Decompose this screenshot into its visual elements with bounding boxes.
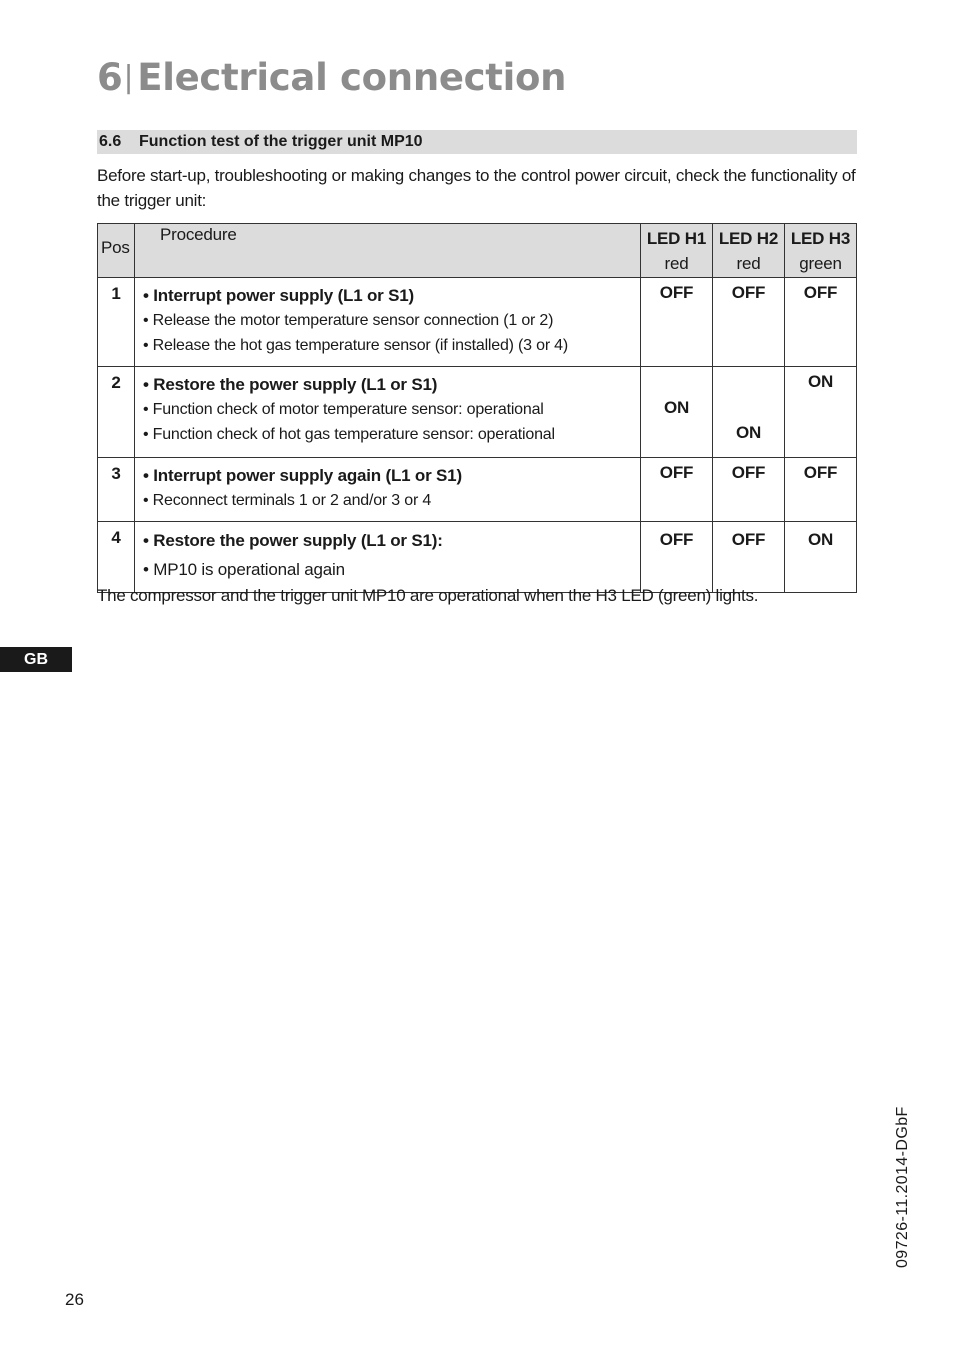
row-led-h2 bbox=[713, 522, 785, 593]
step-sub: • Function check of hot gas temperature sensor: operational bbox=[143, 426, 555, 443]
row-led-h1 bbox=[641, 278, 713, 367]
intro-paragraph: Before start-up, troubleshooting or making changes to the control power circuit, check the functionality of the trigger unit: bbox=[97, 166, 856, 210]
table-row bbox=[98, 458, 857, 522]
page-number: 26 bbox=[65, 1290, 84, 1309]
row-led-h1 bbox=[641, 367, 713, 458]
led-h1-state: ON bbox=[663, 398, 690, 417]
step-main: • Restore the power supply (L1 or S1): bbox=[143, 531, 443, 550]
header-led-h1-color: red bbox=[664, 254, 689, 273]
section-number: 6.6 bbox=[99, 133, 122, 150]
step-main: • Interrupt power supply (L1 or S1) bbox=[143, 286, 414, 305]
led-h1-state: OFF bbox=[659, 283, 694, 302]
table-row bbox=[98, 522, 857, 593]
table-header-row bbox=[98, 224, 857, 278]
row-led-h2 bbox=[713, 278, 785, 367]
row-procedure bbox=[135, 367, 641, 458]
led-h2-state: OFF bbox=[731, 283, 766, 302]
table-row bbox=[98, 367, 857, 458]
header-pos: Pos bbox=[98, 224, 135, 278]
led-h3-state: ON bbox=[807, 372, 834, 391]
language-tab: GB bbox=[0, 647, 72, 672]
led-h3-state: OFF bbox=[803, 463, 838, 482]
header-led-h3 bbox=[785, 224, 857, 278]
header-led-h2-label: LED H2 bbox=[718, 229, 779, 248]
row-led-h2 bbox=[713, 458, 785, 522]
led-h2-state: OFF bbox=[731, 463, 766, 482]
row-led-h1 bbox=[641, 458, 713, 522]
row-pos: 2 bbox=[98, 367, 135, 458]
header-led-h2 bbox=[713, 224, 785, 278]
row-procedure bbox=[135, 278, 641, 367]
row-led-h1 bbox=[641, 522, 713, 593]
led-h1-state: OFF bbox=[659, 530, 694, 549]
led-h2-state: ON bbox=[735, 423, 762, 442]
step-sub: • Release the motor temperature sensor connection (1 or 2) bbox=[143, 312, 554, 329]
led-h3-state: ON bbox=[807, 530, 834, 549]
chapter-heading bbox=[97, 56, 566, 99]
led-h3-state: OFF bbox=[803, 283, 838, 302]
header-led-h3-label: LED H3 bbox=[790, 229, 851, 248]
step-sub: • MP10 is operational again bbox=[143, 560, 345, 579]
led-h2-state: OFF bbox=[731, 530, 766, 549]
step-sub: • Reconnect terminals 1 or 2 and/or 3 or 4 bbox=[143, 492, 432, 509]
row-pos: 1 bbox=[98, 278, 135, 367]
header-led-h3-color: green bbox=[799, 254, 842, 273]
header-led-h2-color: red bbox=[736, 254, 761, 273]
row-pos: 4 bbox=[98, 522, 135, 593]
row-led-h2 bbox=[713, 367, 785, 458]
led-h1-state: OFF bbox=[659, 463, 694, 482]
row-led-h3 bbox=[785, 458, 857, 522]
row-led-h3 bbox=[785, 522, 857, 593]
row-led-h3 bbox=[785, 367, 857, 458]
section-title: Function test of the trigger unit MP10 bbox=[139, 133, 423, 150]
header-led-h1 bbox=[641, 224, 713, 278]
row-pos: 3 bbox=[98, 458, 135, 522]
document-number-text: 09726-11.2014-DGbF bbox=[894, 1106, 911, 1268]
header-procedure: Procedure bbox=[135, 224, 641, 278]
table-row bbox=[98, 278, 857, 367]
step-sub: • Function check of motor temperature sensor: operational bbox=[143, 401, 544, 418]
chapter-number: 6 bbox=[97, 56, 123, 99]
header-led-h1-label: LED H1 bbox=[646, 229, 707, 248]
section-heading bbox=[97, 130, 857, 154]
step-sub: • Release the hot gas temperature sensor (if installed) (3 or 4) bbox=[143, 337, 569, 354]
row-procedure bbox=[135, 458, 641, 522]
chapter-separator: | bbox=[123, 60, 134, 95]
step-main: • Interrupt power supply again (L1 or S1) bbox=[143, 466, 462, 485]
row-led-h3 bbox=[785, 278, 857, 367]
outro-paragraph: The compressor and the trigger unit MP10 are operational when the H3 LED (green) lights. bbox=[97, 586, 759, 605]
function-test-table bbox=[97, 223, 857, 593]
row-procedure bbox=[135, 522, 641, 593]
step-main: • Restore the power supply (L1 or S1) bbox=[143, 375, 438, 394]
chapter-title: Electrical connection bbox=[137, 56, 567, 99]
